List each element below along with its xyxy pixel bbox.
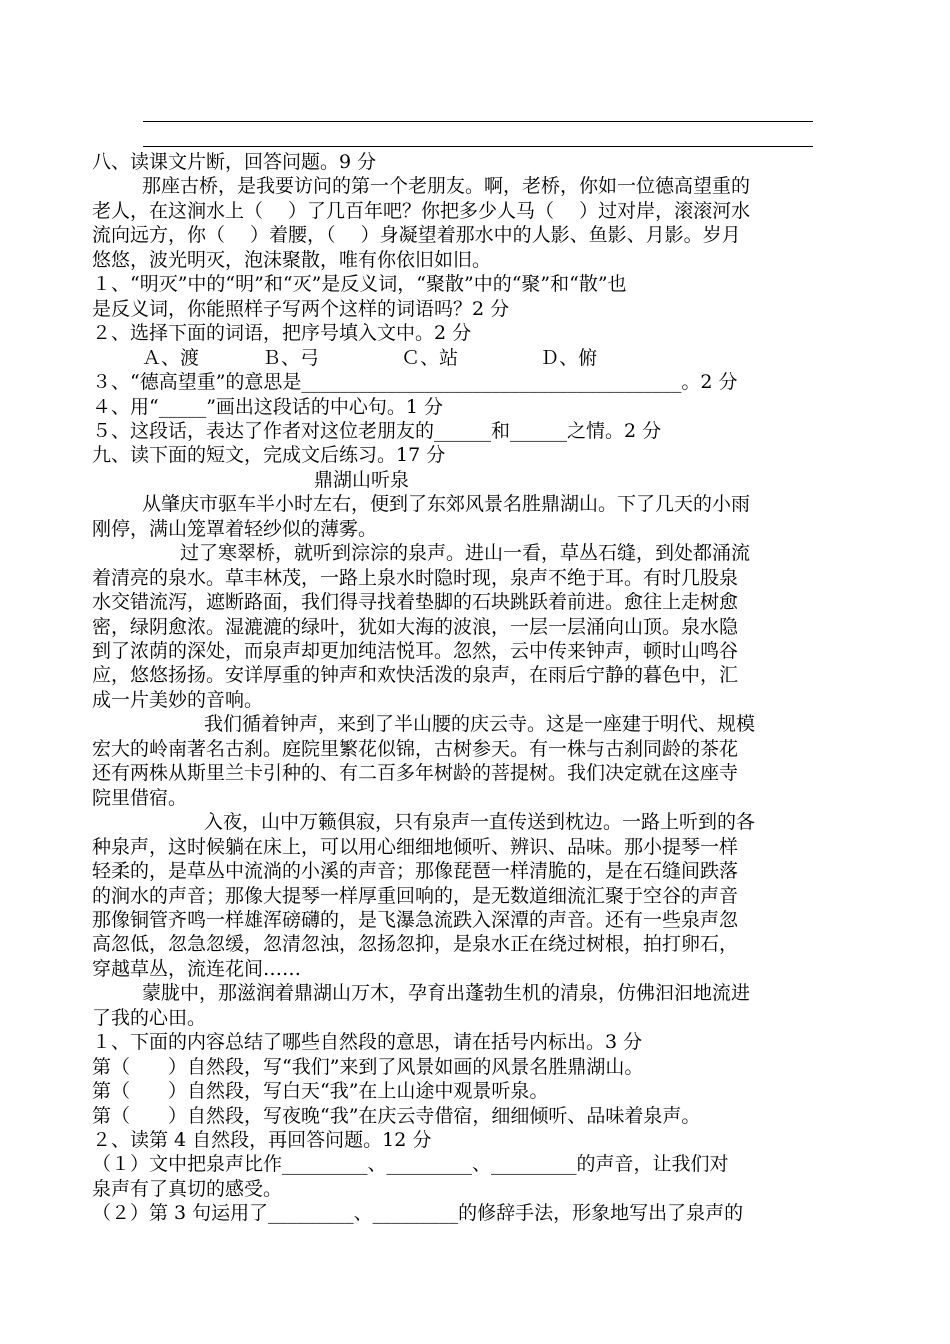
text-line: 宏大的岭南著名古刹。庭院里繁花似锦，古树参天。有一株与古刹同龄的茶花	[92, 737, 739, 760]
text-line: Ａ、渡 Ｂ、弓 Ｃ、站 Ｄ、俯	[142, 346, 598, 369]
text-line: 种泉声，这时候躺在床上，可以用心细细地倾听、辨识、品味。那小提琴一样	[92, 835, 739, 858]
text-line: 了我的心田。	[92, 1006, 207, 1029]
text-line: 那像铜管齐鸣一样雄浑磅礴的，是飞瀑急流跌入深潭的声音。还有一些泉声忽	[92, 908, 739, 931]
text-line: ２、读第 4 自然段，再回答问题。12 分	[92, 1129, 432, 1151]
text-line: ３、“德高望重”的意思是________________________________________。2 分	[92, 371, 738, 394]
text-line: 从肇庆市驱车半小时左右，便到了东郊风景名胜鼎湖山。下了几天的小雨	[142, 493, 751, 516]
text-line: 轻柔的，是草丛中流淌的小溪的声音；那像琵琶一样清脆的，是在石缝间跌落	[92, 860, 739, 883]
text-line: 着清亮的泉水。草丰林茂，一路上泉水时隐时现，泉声不绝于耳。有时几股泉	[92, 566, 739, 589]
text-line: 过了寒翠桥，就听到淙淙的泉声。进山一看，草丛石缝，到处都涌流	[180, 542, 751, 565]
text-line: 密，绿阴愈浓。湿漉漉的绿叶，犹如大海的波浪，一层一层涌向山顶。泉水隐	[92, 615, 739, 638]
text-line: 蒙胧中，那滋润着鼎湖山万木，孕育出蓬勃生机的清泉，仿佛汩汩地流进	[142, 982, 751, 1005]
text-line: 泉声有了真切的感受。	[92, 1177, 283, 1200]
text-line: 老人，在这涧水上（ ）了几百年吧？你把多少人马（ ）过对岸，滚滚河水	[92, 199, 751, 222]
answer-line-2	[143, 146, 813, 147]
text-line: 第（ ）自然段，写夜晚“我”在庆云寺借宿，细细倾听、品味着泉声。	[92, 1104, 701, 1127]
text-line: 第（ ）自然段，写白天“我”在上山途中观景听泉。	[92, 1080, 549, 1103]
text-line: 高忽低，忽急忽缓，忽清忽浊，忽扬忽抑，是泉水正在绕过树根，拍打卵石，	[92, 933, 739, 956]
text-line: 八、读课文片断，回答问题。9 分	[92, 151, 377, 173]
answer-line-1	[143, 121, 813, 122]
text-line: １、“明灭”中的“明”和“灭”是反义词，“聚散”中的“聚”和“散”也	[92, 273, 627, 296]
text-line: 鼎湖山听泉	[314, 468, 410, 491]
text-line: 水交错流泻，遮断路面，我们得寻找着垫脚的石块跳跃着前进。愈往上走树愈	[92, 591, 739, 614]
text-line: 院里借宿。	[92, 786, 188, 809]
text-line: ４、用“_____”画出这段话的中心句。1 分	[92, 395, 444, 418]
text-line: 还有两株从斯里兰卡引种的、有二百多年树龄的菩提树。我们决定就在这座寺	[92, 762, 739, 785]
text-line: 刚停，满山笼罩着轻纱似的薄雾。	[92, 517, 378, 540]
text-line: 入夜，山中万籁俱寂，只有泉声一直传送到枕边。一路上听到的各	[204, 811, 756, 834]
text-line: 那座古桥，是我要访问的第一个老朋友。啊，老桥，你如一位德高望重的	[142, 175, 751, 198]
text-line: １、下面的内容总结了哪些自然段的意思，请在括号内标出。3 分	[92, 1031, 643, 1054]
text-line: 流向远方，你（ ）着腰，（ ）身凝望着那水中的人影、鱼影、月影。岁月	[92, 224, 741, 247]
text-line: 应，悠悠扬扬。安详厚重的钟声和欢快活泼的泉声，在雨后宁静的暮色中，汇	[92, 664, 739, 687]
text-line: 的涧水的声音；那像大提琴一样厚重回响的，是无数道细流汇聚于空谷的声音	[92, 884, 739, 907]
text-line: ５、这段话，表达了作者对这位老朋友的______和______之情。2 分	[92, 419, 662, 442]
text-line: 第（ ）自然段，写“我们”来到了风景如画的风景名胜鼎湖山。	[92, 1055, 644, 1078]
text-line: 是反义词，你能照样子写两个这样的词语吗？2 分	[92, 297, 510, 320]
text-line: 成一片美妙的音响。	[92, 688, 264, 711]
text-line: 我们循着钟声，来到了半山腰的庆云寺。这是一座建于明代、规模	[204, 713, 756, 736]
text-line: （１）文中把泉声比作_________、_________、_________的声音，让我们对	[92, 1153, 729, 1176]
text-line: 穿越草丛，流连花间……	[92, 957, 302, 980]
text-line: 到了浓荫的深处，而泉声却更加纯洁悦耳。忽然，云中传来钟声，顿时山鸣谷	[92, 640, 739, 662]
text-line: 九、读下面的短文，完成文后练习。17 分	[92, 444, 446, 467]
text-line: （２）第 3 句运用了_________、_________的修辞手法，形象地写出了泉声的	[92, 1202, 744, 1225]
text-line: 悠悠，波光明灭，泡沫聚散，唯有你依旧如旧。	[92, 248, 492, 271]
text-line: ２、选择下面的词语，把序号填入文中。2 分	[92, 322, 472, 345]
